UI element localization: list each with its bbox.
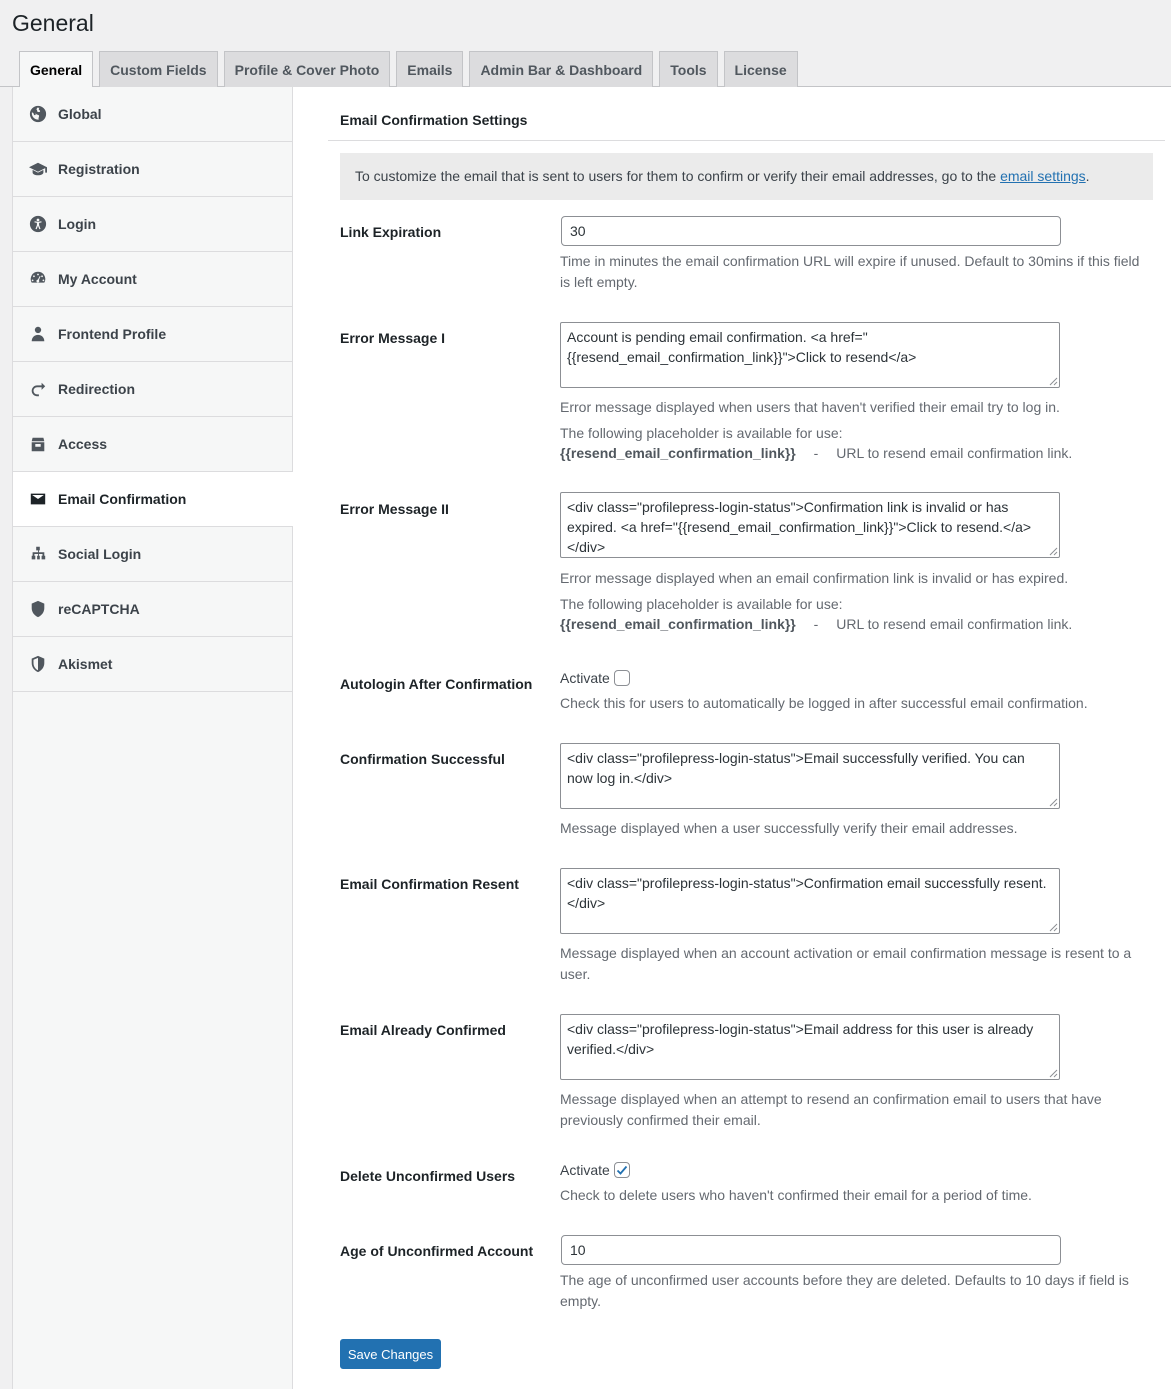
sidebar-item-label: Akismet (58, 656, 113, 672)
confirmation-successful-textarea[interactable] (560, 743, 1060, 809)
shield-icon (29, 600, 47, 618)
section-title: Email Confirmation Settings (340, 112, 528, 128)
user-icon (29, 325, 47, 343)
tab-custom-fields[interactable]: Custom Fields (99, 51, 217, 87)
store-icon (29, 435, 47, 453)
delete-unconfirmed-desc: Check to delete users who haven't confirmed their email for a period of time. (560, 1187, 1032, 1203)
autologin-checkbox[interactable] (614, 670, 630, 686)
email-settings-notice (340, 153, 1153, 200)
error-message-1-desc: Error message displayed when users that haven't verified their email try to log in. (560, 399, 1060, 415)
sidebar-item-label: reCAPTCHA (58, 601, 140, 617)
link-expiration-input[interactable] (561, 216, 1061, 246)
tab-general[interactable]: General (19, 51, 93, 88)
sidebar-item-access[interactable] (13, 417, 292, 472)
sidebar-item-label: My Account (58, 271, 137, 287)
notice-text-end: . (1085, 168, 1090, 184)
universal-access-icon (29, 215, 47, 233)
sidebar-item-redirection[interactable] (13, 362, 292, 417)
confirmation-resent-textarea[interactable] (560, 868, 1060, 934)
placeholder-tag: {{resend_email_confirmation_link}} (560, 445, 796, 461)
autologin-label: Autologin After Confirmation (340, 676, 533, 692)
sidebar-item-global[interactable] (13, 87, 292, 142)
already-confirmed-textarea[interactable] (560, 1014, 1060, 1080)
error-message-1-label: Error Message I (340, 330, 446, 346)
envelope-icon (29, 490, 47, 508)
confirmation-resent-desc: Message displayed when an account activation or email confirmation message is resent to a user. (560, 945, 1132, 982)
error-message-2-textarea[interactable] (560, 492, 1060, 558)
globe-icon (29, 105, 47, 123)
confirmation-resent-value: <div class="profilepress-login-status">Confirmation email successfully resent.</div> (567, 875, 1047, 911)
placeholder-tag: {{resend_email_confirmation_link}} (560, 616, 796, 632)
sidebar-item-label: Login (58, 216, 97, 232)
autologin-desc: Check this for users to automatically be logged in after successful email confirmation. (560, 695, 1088, 711)
confirmation-successful-desc: Message displayed when a user successfully verify their email addresses. (560, 820, 1018, 836)
redo-arrow-icon (29, 380, 47, 398)
sidebar-item-recaptcha[interactable] (13, 582, 292, 637)
error-message-1-placeholder (560, 445, 1072, 461)
tab-license[interactable]: License (724, 51, 798, 87)
placeholder-desc: URL to resend email confirmation link. (836, 616, 1073, 632)
confirmation-successful-label: Confirmation Successful (340, 751, 505, 767)
sidebar-item-akismet[interactable] (13, 637, 292, 692)
sitemap-icon (29, 545, 47, 563)
delete-unconfirmed-activate[interactable] (560, 1162, 630, 1178)
age-unconfirmed-label: Age of Unconfirmed Account (340, 1243, 534, 1259)
sidebar-item-label: Access (58, 436, 108, 452)
confirmation-successful-value: <div class="profilepress-login-status">Email successfully verified. You can now log in.</div> (567, 750, 1025, 786)
link-expiration-value: 30 (570, 223, 586, 239)
resize-grip-icon[interactable] (1049, 377, 1058, 386)
error-message-1-placeholder-intro: The following placeholder is available for use: (560, 425, 843, 441)
already-confirmed-value: <div class="profilepress-login-status">Email address for this user is already verified.</div> (567, 1021, 1034, 1057)
save-changes-button[interactable]: Save Changes (340, 1339, 441, 1369)
sidebar-item-label: Registration (58, 161, 140, 177)
age-unconfirmed-input[interactable] (561, 1235, 1061, 1265)
shield-check-icon (29, 655, 47, 673)
already-confirmed-label: Email Already Confirmed (340, 1022, 506, 1038)
tab-profile-cover-photo[interactable]: Profile & Cover Photo (224, 51, 391, 87)
sidebar-item-email-confirmation[interactable] (13, 472, 293, 527)
settings-panel (293, 87, 1171, 1389)
error-message-2-placeholder (560, 616, 1072, 632)
sidebar-item-label: Redirection (58, 381, 136, 397)
resize-grip-icon[interactable] (1049, 1069, 1058, 1078)
error-message-2-value: <div class="profilepress-login-status">Confirmation link is invalid or has expired. <a href="{{resend_email_confirmation_link}}">Click to resend.</a></div> (567, 499, 1032, 555)
sidebar-item-login[interactable] (13, 197, 292, 252)
delete-unconfirmed-label: Delete Unconfirmed Users (340, 1168, 516, 1184)
placeholder-separator: - (813, 445, 819, 461)
tab-emails[interactable]: Emails (396, 51, 463, 87)
section-divider (328, 140, 1165, 141)
sidebar-item-label: Global (58, 106, 102, 122)
resize-grip-icon[interactable] (1049, 798, 1058, 807)
error-message-2-label: Error Message II (340, 501, 449, 517)
error-message-1-textarea[interactable] (560, 322, 1060, 388)
autologin-checkbox-label: Activate (560, 670, 610, 686)
notice-text: To customize the email that is sent to users for them to confirm or verify their email addresses, go to the (355, 168, 1001, 184)
sidebar-item-my-account[interactable] (13, 252, 292, 307)
autologin-activate[interactable] (560, 670, 630, 686)
placeholder-desc: URL to resend email confirmation link. (836, 445, 1073, 461)
link-expiration-label: Link Expiration (340, 224, 442, 240)
delete-unconfirmed-checkbox[interactable] (614, 1162, 630, 1178)
dashboard-gauge-icon (29, 270, 47, 288)
tab-admin-bar-dashboard[interactable]: Admin Bar & Dashboard (469, 51, 653, 87)
nav-tabs (19, 51, 798, 87)
error-message-1-value: Account is pending email confirmation. <a href="{{resend_email_confirmation_link}}">Click to resend</a> (567, 329, 917, 365)
settings-sidebar (12, 87, 293, 1389)
sidebar-item-registration[interactable] (13, 142, 292, 197)
resize-grip-icon[interactable] (1049, 547, 1058, 556)
graduation-cap-icon (29, 160, 47, 178)
email-settings-link[interactable]: email settings (1000, 168, 1086, 184)
age-unconfirmed-desc: The age of unconfirmed user accounts before they are deleted. Defaults to 10 days if field is empty. (560, 1272, 1129, 1309)
tab-tools[interactable]: Tools (659, 51, 717, 87)
error-message-2-placeholder-intro: The following placeholder is available for use: (560, 596, 843, 612)
already-confirmed-desc: Message displayed when an attempt to resend an confirmation email to users that have previously confirmed their email. (560, 1091, 1102, 1128)
error-message-2-desc: Error message displayed when an email confirmation link is invalid or has expired. (560, 570, 1069, 586)
resize-grip-icon[interactable] (1049, 923, 1058, 932)
sidebar-item-social-login[interactable] (13, 527, 292, 582)
sidebar-item-label: Email Confirmation (58, 491, 187, 507)
sidebar-item-frontend-profile[interactable] (13, 307, 292, 362)
sidebar-item-label: Frontend Profile (58, 326, 167, 342)
delete-unconfirmed-checkbox-label: Activate (560, 1162, 610, 1178)
age-unconfirmed-value: 10 (570, 1242, 586, 1258)
link-expiration-desc: Time in minutes the email confirmation URL will expire if unused. Default to 30mins if this field is left empty. (560, 253, 1140, 290)
page-title: General (12, 10, 94, 36)
checkmark-icon (615, 1163, 629, 1177)
confirmation-resent-label: Email Confirmation Resent (340, 876, 519, 892)
sidebar-item-label: Social Login (58, 546, 142, 562)
placeholder-separator: - (813, 616, 819, 632)
